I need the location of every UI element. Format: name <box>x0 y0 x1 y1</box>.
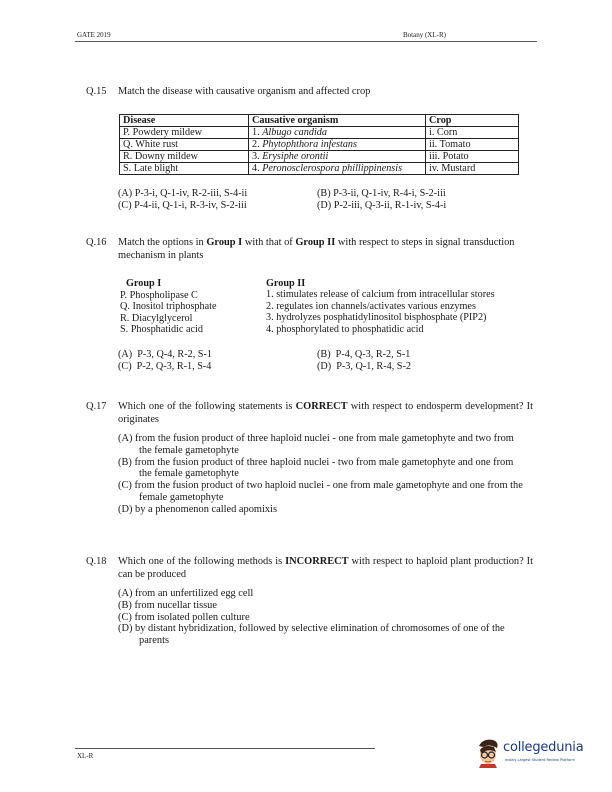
organism-num: 2. <box>252 139 263 150</box>
q18-options <box>118 588 528 647</box>
table-row <box>120 127 519 139</box>
text-part: with respect to steps in signal transduction mechanism in plants <box>118 237 515 261</box>
question-number: Q.16 <box>86 237 107 248</box>
crop-cell: iii. Potato <box>426 151 519 163</box>
option-c[interactable]: (C) from the fusion product of two haploid nuclei - one from male gametophyte and one from the female gametophyte <box>118 480 523 503</box>
option-c[interactable]: (C) from isolated pollen culture <box>118 611 250 623</box>
option-d[interactable]: (D) by distant hybridization, followed by selective elimination of chromosomes of one of the parents <box>118 623 505 647</box>
question-16 <box>86 237 546 265</box>
group-2-item: 1. stimulates release of calcium from intracellular stores <box>266 289 495 301</box>
group-2-item: 4. phosphorylated to phosphatidic acid <box>266 323 424 335</box>
option-a[interactable]: (A) from the fusion product of three haploid nuclei - one from male gametophyte and two from the female gametophyte <box>118 433 514 456</box>
question-text <box>118 237 538 262</box>
group-1-title: Group I <box>126 278 162 289</box>
group-1-item: Q. Inositol triphosphate <box>120 301 217 313</box>
group-2-item: 2. regulates ion channels/activates various enzymes <box>266 300 476 312</box>
text-part: Which one of the following statements is <box>118 401 296 412</box>
option-b[interactable]: (B) P-4, Q-3, R-2, S-1 <box>317 349 411 360</box>
table-row <box>120 163 519 175</box>
crop-cell: i. Corn <box>426 127 519 139</box>
text-bold: Group I <box>206 237 243 248</box>
question-number: Q.18 <box>86 556 107 567</box>
option-d[interactable]: (D) by a phenomenon called apomixis <box>118 503 277 515</box>
organism-cell <box>249 151 426 163</box>
match-table <box>119 114 519 175</box>
table-header-row <box>120 115 519 127</box>
option-b[interactable]: (B) from the fusion product of three haploid nuclei - two from male gametophyte and one from the female gametophyte <box>118 456 514 480</box>
header-subject: Botany (XL-R) <box>403 31 446 39</box>
text-bold: Group II <box>295 237 336 248</box>
text-bold: CORRECT <box>295 401 348 412</box>
crop-cell: iv. Mustard <box>426 163 519 175</box>
group-1-item: P. Phospholipase C <box>120 290 198 301</box>
organism-num: 1. <box>252 127 263 138</box>
student-mascot-icon <box>475 738 501 768</box>
question-text <box>118 556 533 581</box>
organism-num: 3. <box>252 151 263 162</box>
question-18 <box>86 556 546 584</box>
option-c[interactable]: (C) P-2, Q-3, R-1, S-4 <box>118 361 212 372</box>
footer-code: XL-R <box>77 752 94 760</box>
question-17 <box>86 401 546 429</box>
option-a[interactable]: (A) P-3, Q-4, R-2, S-1 <box>118 349 212 360</box>
text-part: with respect to haploid plant production? It can be produced <box>118 556 533 580</box>
disease-cell: P. Powdery mildew <box>120 127 249 139</box>
disease-cell: R. Downy mildew <box>120 151 249 163</box>
option-a[interactable]: (A) from an unfertilized egg cell <box>118 588 254 599</box>
organism-name: Erysiphe orontii <box>262 151 329 162</box>
question-number: Q.15 <box>86 86 107 97</box>
option-d[interactable]: (D) P-3, Q-1, R-4, S-2 <box>317 361 411 372</box>
text-part: Which one of the following methods is <box>118 556 286 567</box>
col-crop: Crop <box>426 115 519 127</box>
group-1 <box>126 278 161 289</box>
text-part: Match the options in <box>118 237 207 248</box>
collegedunia-logo <box>475 738 595 778</box>
disease-cell: Q. White rust <box>120 139 249 151</box>
question-text <box>118 401 533 426</box>
text-part: with that of <box>242 237 296 248</box>
organism-cell <box>249 127 426 139</box>
col-disease: Disease <box>120 115 249 127</box>
group-1-item: R. Diacylglycerol <box>120 312 193 324</box>
table-row <box>120 139 519 151</box>
option-b[interactable]: (B) from nucellar tissue <box>118 599 217 611</box>
text-bold: INCORRECT <box>285 556 349 567</box>
text-part: with respect to endosperm development? It originates <box>118 401 533 425</box>
option-c[interactable]: (C) P-4-ii, Q-1-i, R-3-iv, S-2-iii <box>118 200 247 211</box>
question-15 <box>86 86 546 100</box>
organism-name: Peronosclerospora phillippinensis <box>262 163 403 174</box>
organism-cell <box>249 139 426 151</box>
brand-tagline: India's Largest Student Review Platform <box>505 758 575 762</box>
group-2-item: 3. hydrolyzes posphatidylinositol bisphosphate (PIP2) <box>266 312 487 324</box>
table-row <box>120 151 519 163</box>
header-exam: GATE 2019 <box>77 31 111 39</box>
group-1-list <box>120 290 217 336</box>
option-a[interactable]: (A) P-3-i, Q-1-iv, R-2-iii, S-4-ii <box>118 188 248 199</box>
q17-options <box>118 433 528 516</box>
footer-rule <box>75 748 375 749</box>
organism-name: Albugo candida <box>262 127 327 138</box>
question-text: Match the disease with causative organism and affected crop <box>118 86 371 97</box>
option-b[interactable]: (B) P-3-ii, Q-1-iv, R-4-i, S-2-iii <box>317 188 446 199</box>
organism-cell <box>249 163 426 175</box>
header-rule <box>75 41 537 42</box>
group-1-item: S. Phosphatidic acid <box>120 324 203 336</box>
disease-cell: S. Late blight <box>120 163 249 175</box>
option-d[interactable]: (D) P-2-iii, Q-3-ii, R-1-iv, S-4-i <box>317 200 447 211</box>
question-number: Q.17 <box>86 401 107 412</box>
brand-name: collegedunia <box>503 740 584 755</box>
col-organism: Causative organism <box>249 115 426 127</box>
group-2 <box>266 278 495 335</box>
organism-name: Phytophthora infestans <box>262 139 357 150</box>
group-2-title: Group II <box>266 278 306 289</box>
organism-num: 4. <box>252 163 263 174</box>
crop-cell: ii. Tomato <box>426 139 519 151</box>
